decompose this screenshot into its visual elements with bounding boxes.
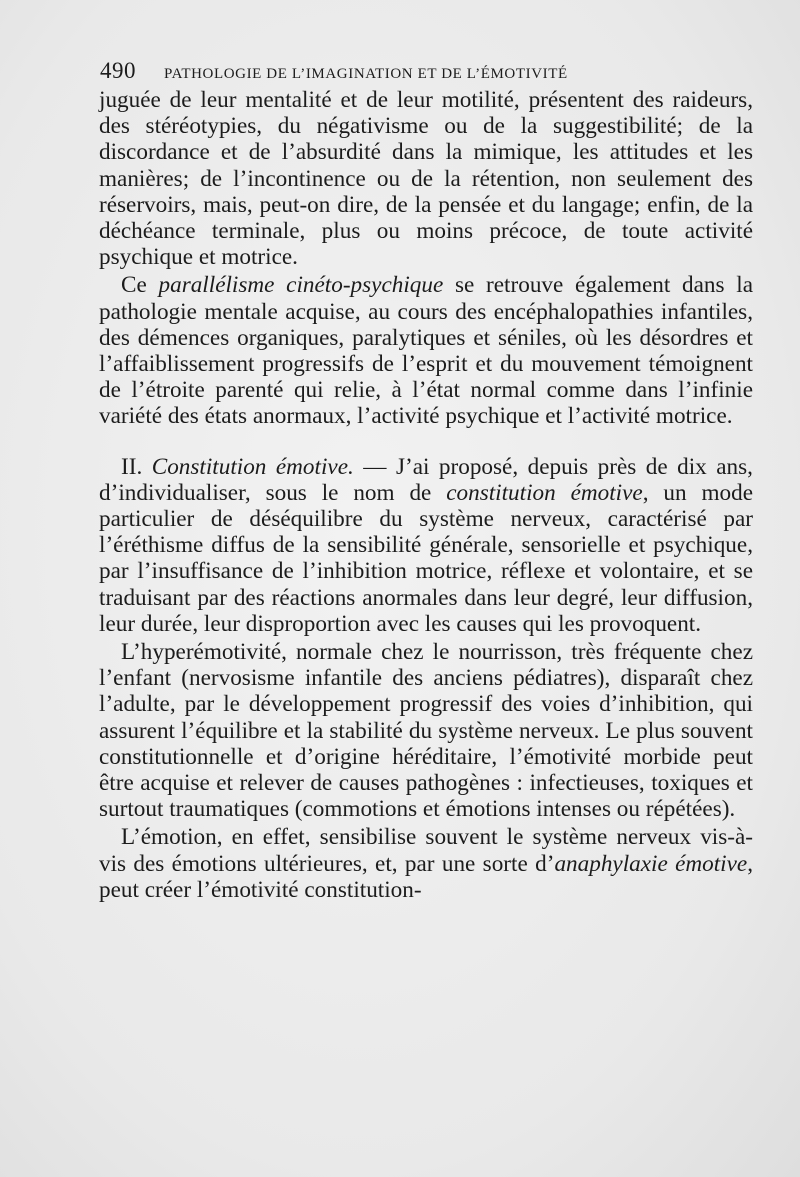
paragraph-parallelism	[99, 272, 753, 429]
paragraph-hyperemotivity	[99, 639, 753, 822]
section-number: II.	[121, 453, 152, 480]
paragraph-text: Ce	[121, 272, 159, 299]
paragraph-text: , un mode particulier de déséquilibre du système nerveux, caractérisé par l’éréthisme diffus de la sensibilité générale, sensorielle et psychique, par l’insuffisance de l’inhibition motrice, réflexe et volontaire, et se traduisant par des réactions anormales dans leur degré, leur diffusion, leur durée, leur disproportion avec les causes qui les provoquent.	[99, 479, 753, 637]
paragraph-continued	[99, 87, 753, 270]
paragraph-text: — J’ai proposé, depuis près de dix ans, d’individualiser, sous le nom de	[99, 453, 753, 506]
italic-term: parallélisme cinéto-psychique	[158, 272, 444, 299]
running-title: PATHOLOGIE DE L’IMAGINATION ET DE L’ÉMOTIVITÉ	[164, 66, 568, 82]
paragraph-text: , peut créer l’émotivité constitution-	[99, 850, 754, 903]
italic-term: anaphylaxie émotive	[554, 850, 748, 877]
paragraph-text: L’hyperémotivité, normale chez le nourrisson, très fréquente chez l’enfant (nervosisme infantile des anciens pédiatres), disparaît chez l’adulte, par le développement progressif des voies d’inhibition, qui assurent l’équilibre et la stabilité du système nerveux. Le plus souvent constitutionnelle et d’origine héréditaire, l’émotivité morbide peut être acquise et relever de causes pathogènes : infectieuses, toxiques et surtout traumatiques (commotions et émotions intenses ou répétées).	[99, 639, 753, 823]
page-number: 490	[100, 58, 136, 83]
paragraph-section-ii	[99, 454, 753, 637]
section-heading: Constitution émotive.	[151, 453, 354, 480]
italic-term: constitution émotive	[446, 479, 643, 506]
running-header	[100, 58, 750, 88]
paragraph-emotion	[99, 824, 753, 903]
paragraph-text: L’émotion, en effet, sensibilise souvent le système nerveux vis-à-vis des émotions ultérieures, et, par une sorte d’	[99, 824, 753, 877]
paragraph-text: se retrouve également dans la pathologie mentale acquise, au cours des encéphalopathies infantiles, des démences organiques, paralytiques et séniles, où les désordres et l’affaiblissement progressifs de l’esprit et du mouvement témoignent de l’étroite parenté qui relie, à l’état normal comme dans l’infinie variété des états anormaux, l’activité psychique et l’activité motrice.	[99, 272, 754, 430]
body-text	[99, 87, 753, 903]
paragraph-text: juguée de leur mentalité et de leur motilité, présentent des raideurs, des stéréotypies, du négativisme ou de la suggestibilité; de la discordance et de l’absurdité dans la mimique, les attitudes et les manières; de l’incontinence ou de la rétention, non seulement des réservoirs, mais, peut-on dire, de la pensée et du langage; enfin, de la déchéance terminale, plus ou moins précoce, de toute activité psychique et motrice.	[99, 87, 753, 271]
